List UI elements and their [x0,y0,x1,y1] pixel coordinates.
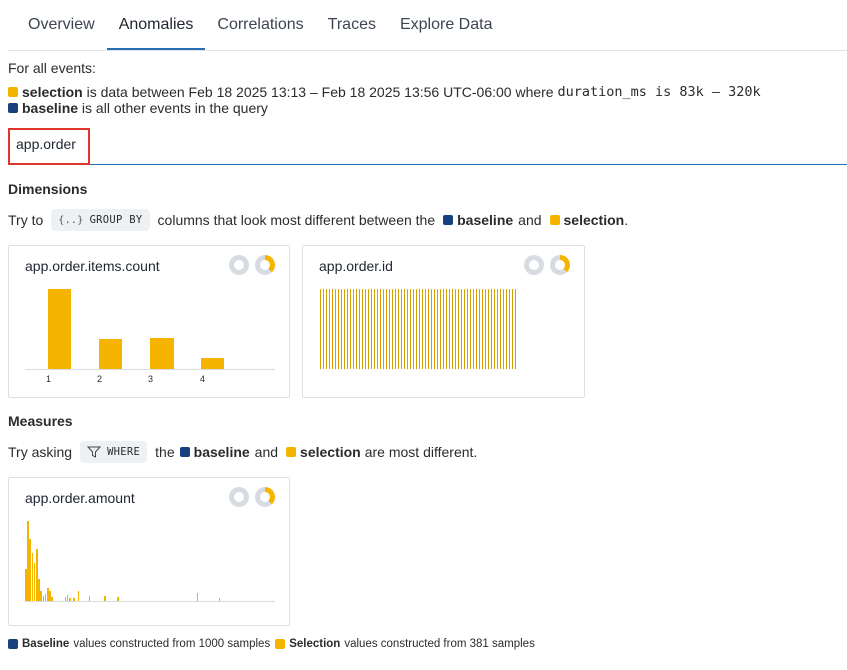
selection-donut-icon[interactable] [550,255,570,275]
dimensions-hint [8,209,628,231]
group-by-chip[interactable] [51,209,149,231]
chart-bar [404,289,405,369]
chart-bar [332,289,333,369]
tick-label: 4 [200,374,206,384]
chart-bar [197,593,199,601]
selection-word: selection [22,84,83,100]
chart-bar [431,289,432,369]
filter-icon [87,446,101,458]
chart-card-items-count[interactable] [8,245,290,398]
chart-bar [401,289,402,369]
chart-bar [464,289,465,369]
chart-bar [326,289,327,369]
chart-bar [452,289,453,369]
tab-anomalies[interactable]: Anomalies [107,0,206,50]
measures-hint-prefix: Try asking [8,444,73,460]
chart-bar [335,289,336,369]
chart-bar [476,289,477,369]
baseline-donut-icon[interactable] [229,255,249,275]
tick-label: 2 [97,374,103,384]
chart-bar [443,289,444,369]
chart-bar [473,289,474,369]
chart-bar [440,289,441,369]
chart-bar [383,289,384,369]
chart-bar [320,289,321,369]
chart-bar [150,338,174,369]
chart-bar [437,289,438,369]
selection-range: is 83k – 320k [646,84,761,100]
chart-bar [99,339,122,369]
chart-bar [377,289,378,369]
dimensions-hint-prefix: Try to [8,212,44,228]
selection-line [8,84,761,100]
where-label: WHERE [107,446,141,458]
chart-bar [407,289,408,369]
chart-bar [344,289,345,369]
chart-bar [509,289,510,369]
baseline-line [8,100,761,116]
chart-bar [398,289,399,369]
chart-bar [201,358,224,369]
measures-baseline-word: baseline [193,444,250,460]
dimensions-period: . [624,212,629,228]
selection-swatch-icon [550,215,560,225]
search-input[interactable] [16,136,86,152]
baseline-text: is all other events in the query [78,100,268,116]
selection-swatch-icon [286,447,296,457]
footer-baseline-word: Baseline [22,638,70,650]
tab-correlations[interactable]: Correlations [217,16,304,33]
baseline-swatch-icon [8,103,18,113]
chart-bar [392,289,393,369]
chart-bar [434,289,435,369]
chart-bar [338,289,339,369]
chart-bar [356,289,357,369]
chart-bar [455,289,456,369]
where-chip[interactable] [80,441,147,463]
chart-bar [491,289,492,369]
chart-card-order-id[interactable] [302,245,585,398]
chart-bar [353,289,354,369]
chart-bar [488,289,489,369]
chart-bar [458,289,459,369]
chart-bar [365,289,366,369]
chart-bar [374,289,375,369]
chart-toggle-group [229,255,275,275]
dimensions-title: Dimensions [8,181,88,197]
chart-bar [350,289,351,369]
tick-label: 1 [46,374,52,384]
selection-donut-icon[interactable] [255,255,275,275]
chart-bar [389,289,390,369]
footer-selection-word: Selection [289,638,341,650]
chart-bar [48,289,71,369]
chart-bar [386,289,387,369]
dimensions-baseline-word: baseline [457,212,514,228]
selection-swatch-icon [8,87,18,97]
dimensions-and: and [518,212,542,228]
chart-bar [78,591,80,601]
dimensions-hint-middle: columns that look most different between the [157,212,436,228]
search-row [8,128,847,165]
chart-toggle-group [229,487,275,507]
measures-and: and [254,444,279,460]
selection-description [8,60,761,116]
chart-bar [368,289,369,369]
chart-bar [380,289,381,369]
footer-baseline-text: values constructed from 1000 samples [73,638,271,650]
chart-title: app.order.amount [25,490,135,506]
measures-title: Measures [8,413,73,429]
dimensions-selection-word: selection [563,212,625,228]
chart-bar [347,289,348,369]
chart-bar [419,289,420,369]
chart-bar [482,289,483,369]
chart-bar [461,289,462,369]
chart-bar [467,289,468,369]
chart-bar [470,289,471,369]
chart-bar [428,289,429,369]
baseline-donut-icon[interactable] [524,255,544,275]
baseline-word: baseline [22,100,79,116]
baseline-swatch-icon [443,215,453,225]
chart-title: app.order.id [319,258,393,274]
selection-text: is data between Feb 18 2025 13:13 – Feb 18 2025 13:56 UTC-06:00 where [82,84,558,100]
tab-overview[interactable]: Overview [28,16,95,33]
baseline-swatch-icon [180,447,190,457]
chart-bar [359,289,360,369]
chart-bar [503,289,504,369]
measures-selection-word: selection [300,444,361,460]
sample-footnote [8,638,535,650]
chart-bar [422,289,423,369]
chart-bar [446,289,447,369]
measures-hint-suffix: are most different. [364,444,478,460]
chart-bar [395,289,396,369]
chart-bar [425,289,426,369]
group-by-icon: {..} [58,214,84,226]
chart-title: app.order.items.count [25,258,160,274]
baseline-donut-icon[interactable] [229,487,249,507]
chart-bar [362,289,363,369]
chart-toggle-group [524,255,570,275]
baseline-swatch-icon [8,639,18,649]
selection-swatch-icon [275,639,285,649]
measures-hint-the: the [155,444,175,460]
chart-bar [410,289,411,369]
tab-traces[interactable]: Traces [327,16,376,33]
measures-hint [8,441,477,463]
chart-axis [25,601,275,602]
chart-bar [341,289,342,369]
chart-bar [449,289,450,369]
tab-explore-data[interactable]: Explore Data [399,16,493,33]
chart-bar [497,289,498,369]
chart-bar [500,289,501,369]
chart-bar [512,289,513,369]
chart-bar [413,289,414,369]
chart-bar [371,289,372,369]
selection-field: duration_ms [557,84,647,100]
chart-card-amount[interactable] [8,477,290,626]
chart-bar [506,289,507,369]
group-by-label: GROUP BY [89,214,143,226]
selection-donut-icon[interactable] [255,487,275,507]
chart-bar [479,289,480,369]
chart-bar [515,289,516,369]
chart-bar [494,289,495,369]
chart-bar [416,289,417,369]
chart-axis [25,369,275,370]
tab-bar [8,0,847,51]
chart-bar [329,289,330,369]
intro-line: For all events: [8,60,96,76]
chart-bar [323,289,324,369]
tick-label: 3 [148,374,154,384]
chart-bar [485,289,486,369]
footer-selection-text: values constructed from 381 samples [344,638,535,650]
